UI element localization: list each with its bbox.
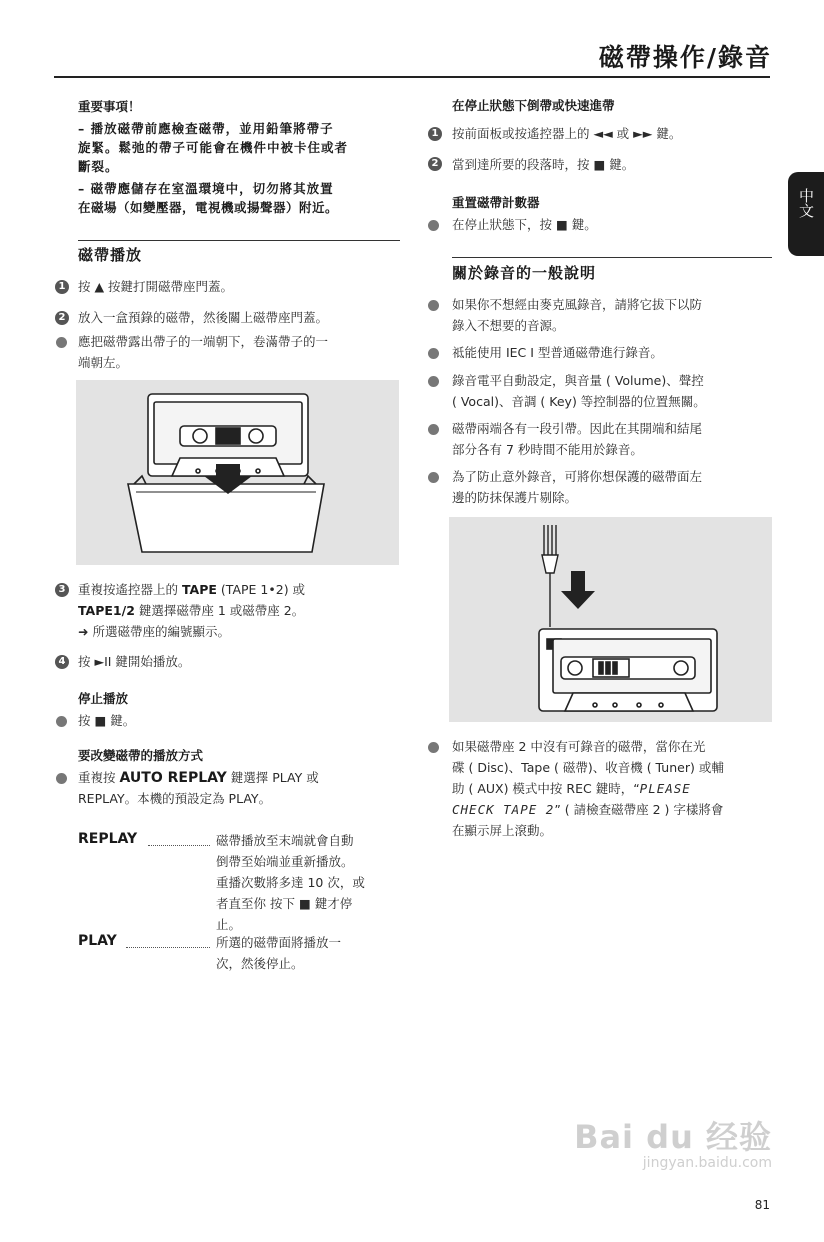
important-line-1: – 播放磁帶前應檢查磁帶，並用鉛筆將帶子 (78, 121, 334, 136)
rec-item-5-line-2: 邊的防抹保護片剔除。 (452, 490, 578, 505)
step-number-3: 3 (55, 583, 69, 597)
last-note-line-3-pre: 助 ( AUX) 模式中按 REC 鍵時，“ (452, 781, 640, 796)
step-3-line-2 (78, 600, 304, 621)
last-note-line-2: 碟 ( Disc)、Tape ( 磁帶)、收音機 ( Tuner) 或輔 (452, 760, 724, 775)
step-3-text-a: 重複按遙控器上的 (78, 582, 179, 597)
important-line-3: 斷裂。 (78, 159, 119, 174)
auto-replay-key-label: AUTO REPLAY (119, 770, 227, 786)
bullet (428, 220, 439, 231)
replay-desc-4: 者直至你 按下 ■ 鍵才停 (216, 896, 353, 911)
rec-item-5-line-1: 為了防止意外錄音，可將你想保護的磁帶面左 (452, 469, 703, 484)
rewind-step-number-1: 1 (428, 127, 442, 141)
mode-line-1 (78, 767, 319, 789)
bullet (428, 472, 439, 483)
watermark-sub: jingyan.baidu.com (642, 1155, 772, 1171)
rewind-step-number-2: 2 (428, 157, 442, 171)
rewind-title: 在停止狀態下倒帶或快速進帶 (452, 98, 615, 113)
lcd-text-check-tape: CHECK TAPE 2 (452, 802, 555, 817)
rec-item-4-line-2: 部分各有 7 秒時間不能用於錄音。 (452, 442, 643, 457)
replay-desc-1: 磁帶播放至末端就會自動 (216, 833, 354, 848)
lcd-text-please: PLEASE (639, 781, 691, 796)
step-1-text: 按 ▲ 按鍵打開磁帶座門蓋。 (78, 279, 234, 294)
play-leader (126, 947, 210, 948)
bullet (428, 742, 439, 753)
rec-item-1-line-2: 錄入不想要的音源。 (452, 318, 565, 333)
baidu-watermark (574, 1120, 772, 1172)
cassette-insert-illustration (76, 380, 399, 565)
note-1-line-1: 應把磁帶露出帶子的一端朝下，卷滿帶子的一 (78, 334, 329, 349)
important-line-2: 旋緊。鬆弛的帶子可能會在機件中被卡住或者 (78, 140, 349, 155)
reset-title: 重置磁帶計數器 (452, 195, 540, 210)
important-line-4: – 磁帶應儲存在室溫環境中，切勿將其放置 (78, 181, 334, 196)
play-desc-1: 所選的磁帶面將播放一 (216, 935, 342, 950)
header-rule (54, 76, 770, 78)
reset-text: 在停止狀態下，按 ■ 鍵。 (452, 217, 597, 232)
bullet (56, 337, 67, 348)
mode-line-2: REPLAY。本機的預設定為 PLAY。 (78, 791, 272, 806)
recording-notes-title: 關於錄音的一般說明 (452, 264, 597, 282)
bullet (428, 376, 439, 387)
important-title: 重要事項！ (78, 99, 141, 114)
page-number: 81 (754, 1198, 770, 1212)
cassette-insert-figure (76, 380, 399, 565)
mode-line-1-pre: 重複按 (78, 770, 116, 785)
step-2-text: 放入一盒預錄的磁帶，然後關上磁帶座門蓋。 (78, 310, 329, 325)
rewind-step-2: 當到達所要的段落時，按 ■ 鍵。 (452, 157, 635, 172)
step-4-text: 按 ►II 鍵開始播放。 (78, 654, 191, 669)
last-note-line-4-post: ” ( 請檢查磁帶座 2 ) 字樣將會 (554, 802, 724, 817)
last-note-line-3 (452, 778, 691, 799)
last-note-line-1: 如果磁帶座 2 中沒有可錄音的磁帶，當你在光 (452, 739, 706, 754)
erase-tab-illustration (449, 517, 772, 722)
language-tab-label: 中文 (797, 188, 815, 218)
erase-tab-figure (449, 517, 772, 722)
replay-term: REPLAY (78, 831, 138, 847)
mode-title: 要改變磁帶的播放方式 (78, 748, 204, 763)
replay-desc-2: 倒帶至始端並重新播放。 (216, 854, 354, 869)
bullet (428, 424, 439, 435)
step-3-result: ➜ 所選磁帶座的編號顯示。 (78, 624, 230, 639)
play-term: PLAY (78, 933, 117, 949)
step-number-2: 2 (55, 311, 69, 325)
section-tape-playback-title: 磁帶播放 (78, 246, 143, 264)
bullet (56, 773, 67, 784)
rewind-step-1: 按前面板或按遙控器上的 ◄◄ 或 ►► 鍵。 (452, 126, 682, 141)
rec-item-1-line-1: 如果你不想經由麥克風錄音，請將它拔下以防 (452, 297, 703, 312)
last-note-line-5: 在顯示屏上滾動。 (452, 823, 553, 838)
rec-item-4-line-1: 磁帶兩端各有一段引帶。因此在其開端和結尾 (452, 421, 703, 436)
play-desc-2: 次，然後停止。 (216, 956, 304, 971)
bullet (428, 300, 439, 311)
stop-text: 按 ■ 鍵。 (78, 713, 136, 728)
section-rule (452, 257, 772, 258)
replay-desc-3: 重播次數將多達 10 次，或 (216, 875, 365, 890)
rec-item-2: 祗能使用 IEC I 型普通磁帶進行錄音。 (452, 345, 663, 360)
step-3-text-b: (TAPE 1•2) 或 (220, 582, 306, 597)
rec-item-3-line-1: 錄音電平自動設定，與音量 ( Volume)、聲控 (452, 373, 704, 388)
watermark-main: Bai du 经验 (574, 1118, 772, 1156)
rec-item-3-line-2: ( Vocal)、音調 ( Key) 等控制器的位置無關。 (452, 394, 706, 409)
step-number-4: 4 (55, 655, 69, 669)
language-tab (788, 172, 824, 256)
mode-line-1-post: 鍵選擇 PLAY 或 (230, 770, 319, 785)
stop-title: 停止播放 (78, 691, 129, 706)
replay-leader (148, 845, 210, 846)
last-note-line-4 (452, 799, 723, 820)
important-line-5: 在磁場（如變壓器，電視機或揚聲器）附近。 (78, 200, 339, 215)
step-3-text-c: 鍵選擇磁帶座 1 或磁帶座 2。 (138, 603, 305, 618)
tape12-key-label: TAPE1/2 (78, 603, 135, 618)
page-title: 磁帶操作/錄音 (598, 43, 772, 72)
step-3-line-1 (78, 579, 305, 600)
replay-desc-5: 止。 (216, 917, 242, 932)
section-rule (78, 240, 400, 241)
note-1-line-2: 端朝左。 (78, 355, 129, 370)
step-number-1: 1 (55, 280, 69, 294)
bullet (56, 716, 67, 727)
bullet (428, 348, 439, 359)
tape-key-label: TAPE (182, 582, 217, 597)
